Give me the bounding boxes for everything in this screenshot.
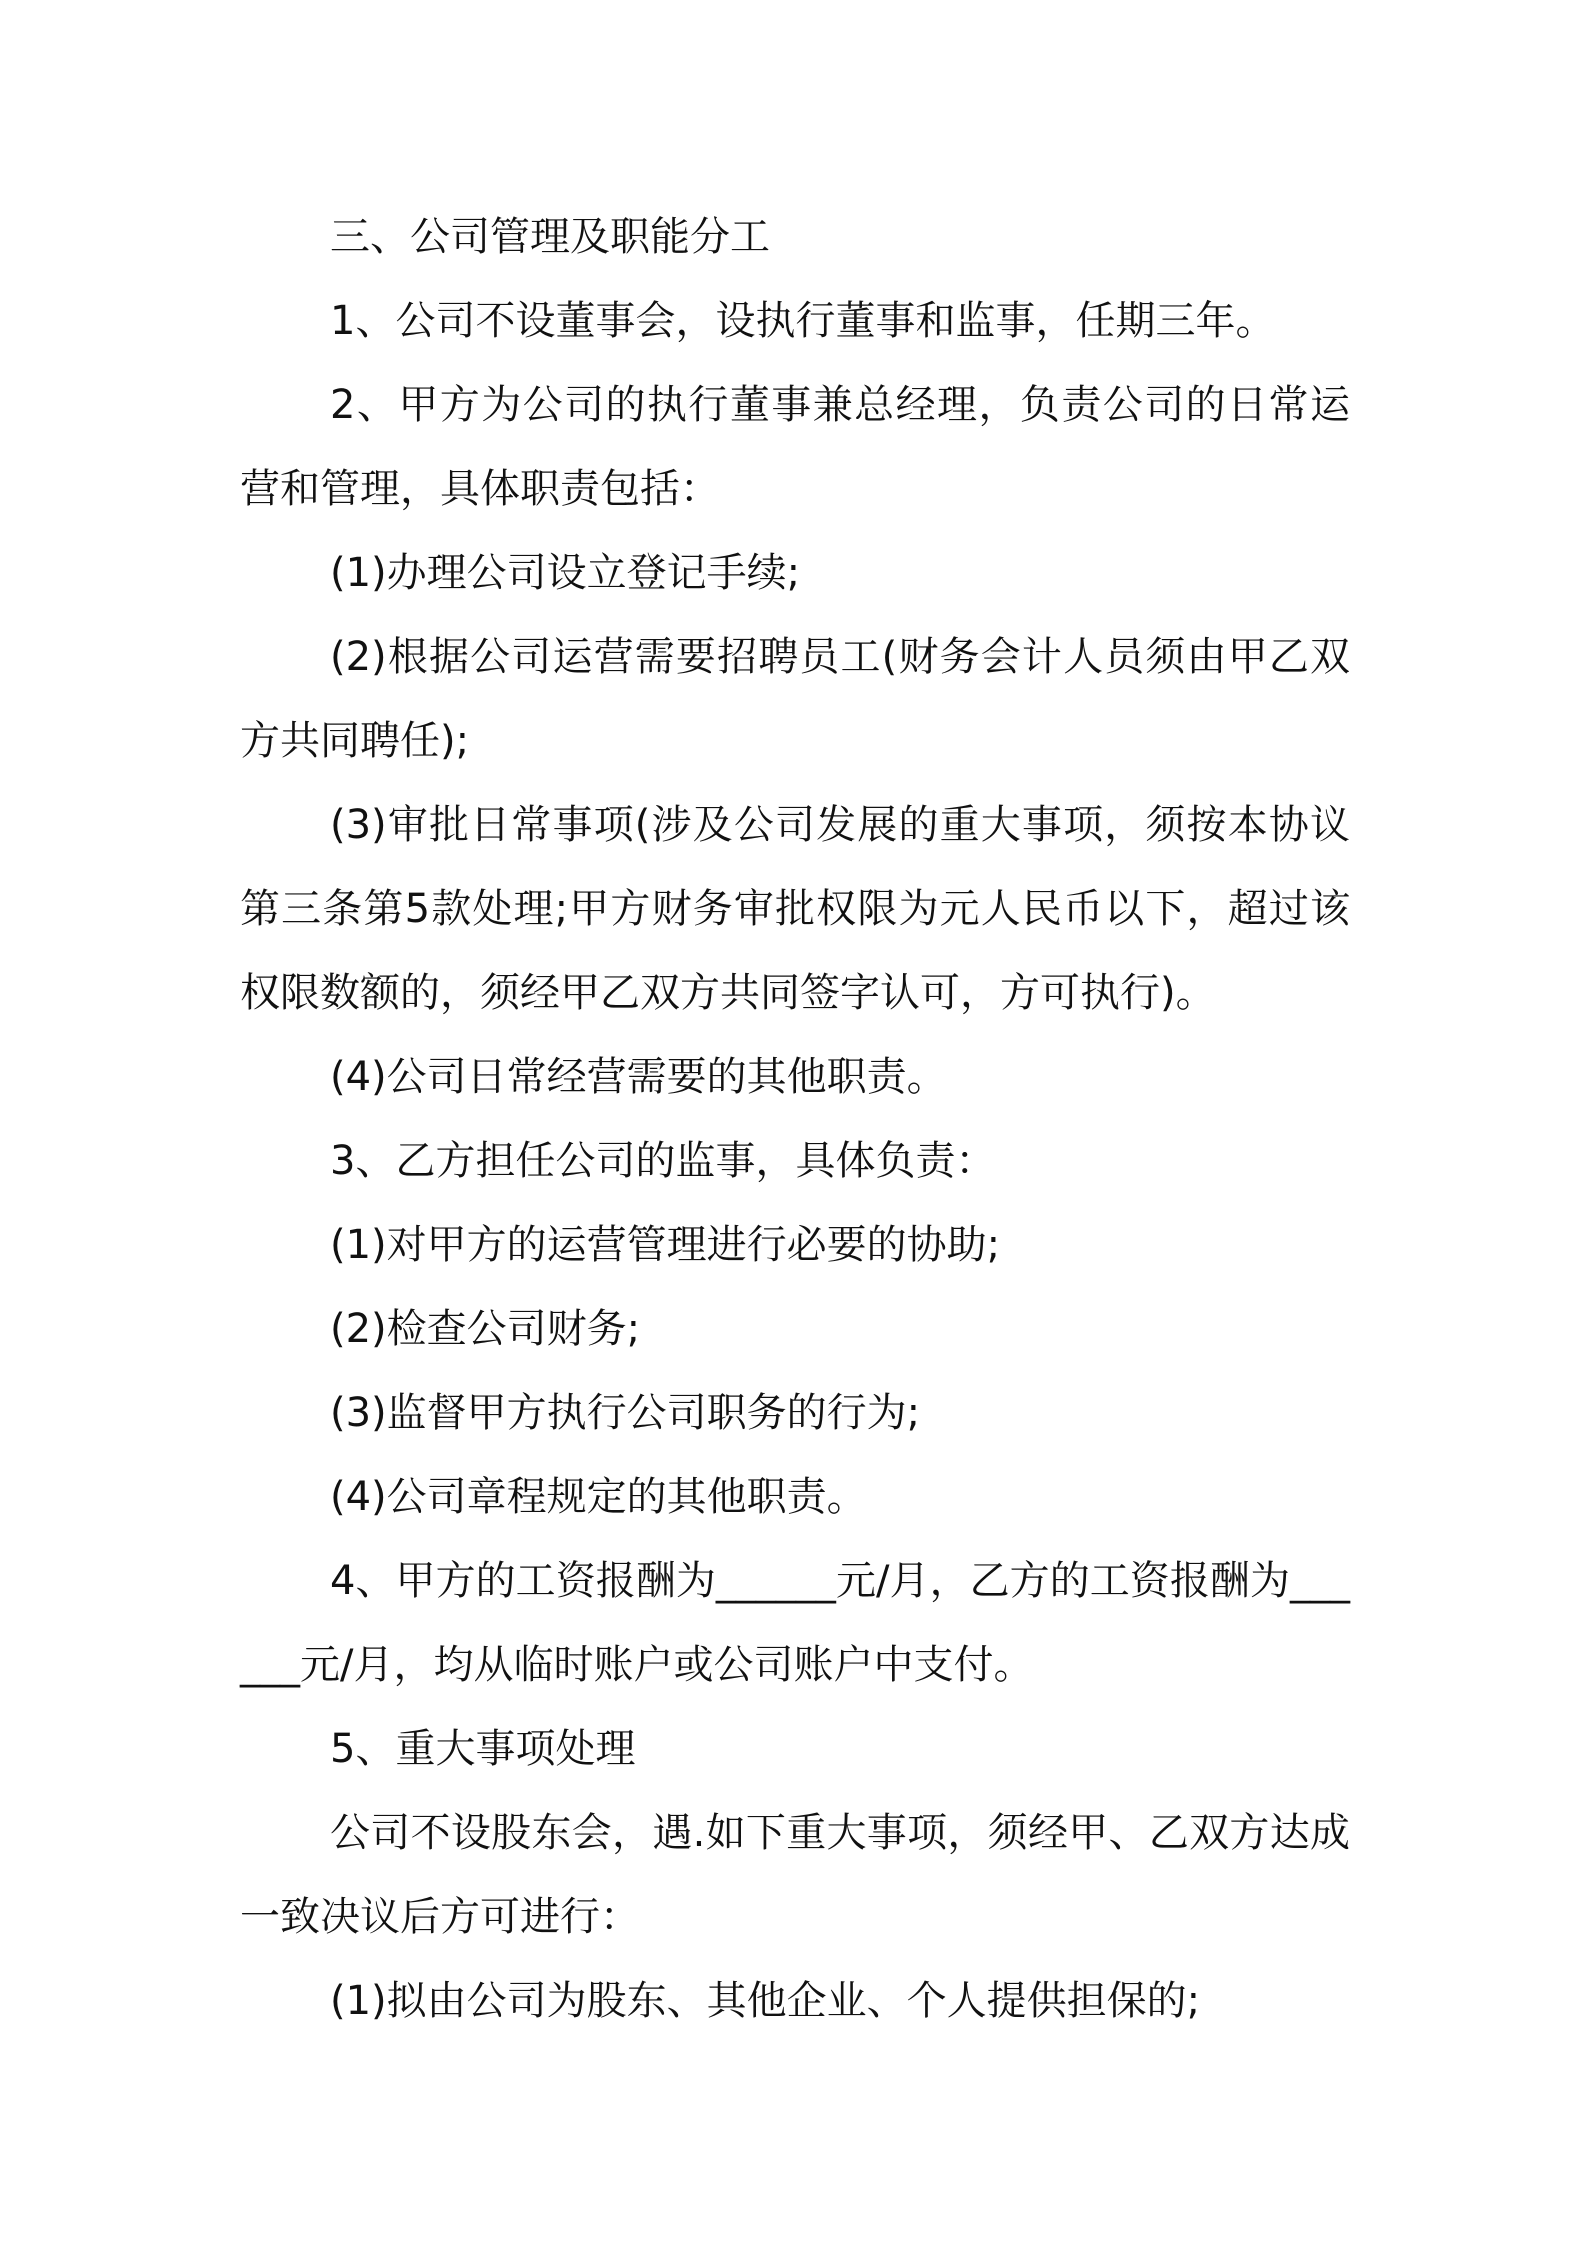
- clause-3-item-4: (4)公司章程规定的其他职责。: [330, 1474, 867, 1520]
- clause-2-item-3: (3)审批日常事项(涉及公司发展的重大事项，须按本协议第三条第5款处理;甲方财务审批权限为元人民币以下，超过该权限数额的，须经甲乙双方共同签字认可，方可执行)。: [240, 802, 1350, 1016]
- document-body: [240, 195, 1350, 2043]
- clause-2-item-1: (1)办理公司设立登记手续;: [330, 550, 801, 596]
- clause-5-item-1: (1)拟由公司为股东、其他企业、个人提供担保的;: [330, 1978, 1201, 2024]
- clause-3-item-2: (2)检查公司财务;: [330, 1306, 641, 1352]
- clause-2-item-2: (2)根据公司运营需要招聘员工(财务会计人员须由甲乙双方共同聘任);: [240, 634, 1350, 764]
- clause-3-item-3: (3)监督甲方执行公司职务的行为;: [330, 1390, 921, 1436]
- clause-2: 2、甲方为公司的执行董事兼总经理，负责公司的日常运营和管理，具体职责包括：: [240, 382, 1350, 512]
- clause-1: 1、公司不设董事会，设执行董事和监事，任期三年。: [330, 298, 1276, 344]
- clause-3: 3、乙方担任公司的监事，具体负责：: [330, 1138, 996, 1184]
- clause-4: 4、甲方的工资报酬为______元/月，乙方的工资报酬为______元/月，均从临时账户或公司账户中支付。: [240, 1558, 1350, 1688]
- clause-3-item-1: (1)对甲方的运营管理进行必要的协助;: [330, 1222, 1001, 1268]
- clause-5: 5、重大事项处理: [330, 1726, 636, 1772]
- clause-5-intro: 公司不设股东会，遇.如下重大事项，须经甲、乙双方达成一致决议后方可进行：: [240, 1810, 1350, 1940]
- clause-2-item-4: (4)公司日常经营需要的其他职责。: [330, 1054, 947, 1100]
- section-heading: 三、公司管理及职能分工: [330, 214, 770, 260]
